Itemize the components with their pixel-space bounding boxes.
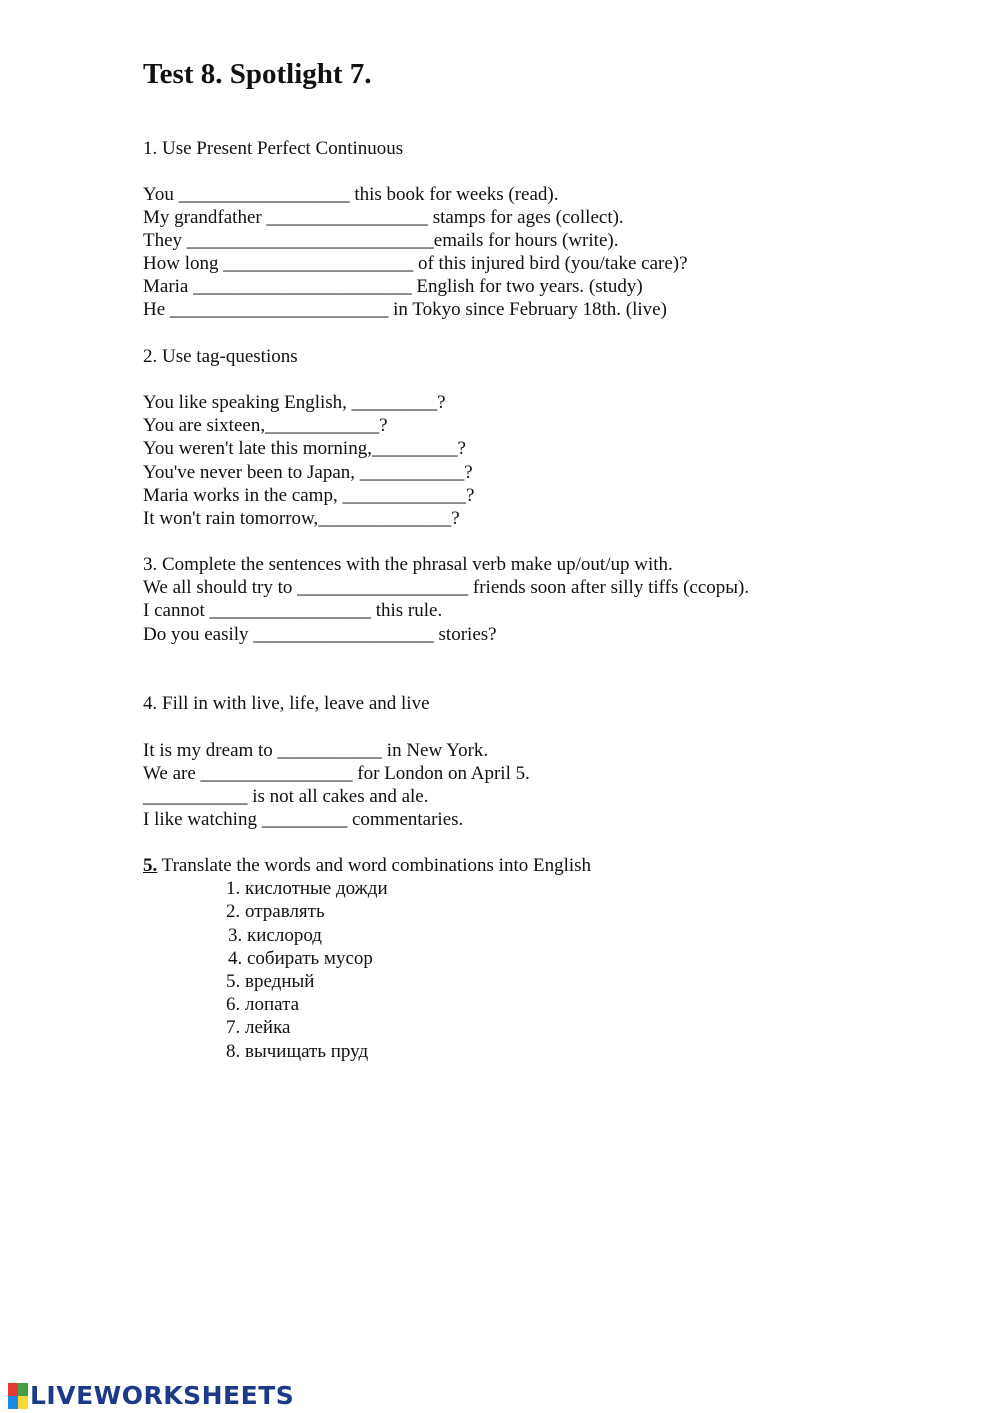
exercise-line: Do you easily ___________________ stories? <box>143 624 497 645</box>
section-5-number: 5. <box>143 855 158 876</box>
translation-item: 3. кислород <box>228 925 322 946</box>
exercise-line: You __________________ this book for weeks (read). <box>143 184 559 205</box>
logo-square-icon <box>18 1383 28 1396</box>
translation-item: 6. лопата <box>226 994 300 1015</box>
exercise-line: We all should try to __________________ friends soon after silly tiffs (ссоры). <box>143 577 750 598</box>
translation-item: 8. вычищать пруд <box>226 1041 369 1062</box>
exercise-line: We are ________________ for London on April 5. <box>143 763 530 784</box>
translation-item: 5. вредный <box>226 971 315 992</box>
exercise-line: You are sixteen,____________? <box>143 415 388 436</box>
exercise-line: I like watching _________ commentaries. <box>143 809 464 830</box>
translation-item: 4. собирать мусор <box>228 948 373 969</box>
exercise-line: It won't rain tomorrow,______________? <box>143 508 460 529</box>
exercise-line: How long ____________________ of this injured bird (you/take care)? <box>143 253 688 274</box>
translation-item: 2. отравлять <box>226 901 325 922</box>
translation-item: 1. кислотные дожди <box>226 878 388 899</box>
exercise-line: You've never been to Japan, ___________? <box>143 462 473 483</box>
exercise-line: You weren't late this morning,_________? <box>143 438 466 459</box>
exercise-line: Maria _______________________ English for two years. (study) <box>143 276 643 297</box>
section-3-heading: 3. Complete the sentences with the phrasal verb make up/out/up with. <box>143 554 673 575</box>
exercise-line: ___________ is not all cakes and ale. <box>143 786 429 807</box>
section-2-heading: 2. Use tag-questions <box>143 346 298 367</box>
exercise-line: He _______________________ in Tokyo since February 18th. (live) <box>143 299 667 320</box>
exercise-line: My grandfather _________________ stamps for ages (collect). <box>143 207 624 228</box>
section-4-heading: 4. Fill in with live, life, leave and live <box>143 693 430 714</box>
section-1-heading: 1. Use Present Perfect Continuous <box>143 138 404 159</box>
exercise-line: You like speaking English, _________? <box>143 392 446 413</box>
logo-mark-icon <box>8 1383 28 1409</box>
exercise-line: I cannot _________________ this rule. <box>143 600 443 621</box>
logo-square-icon <box>18 1396 28 1409</box>
logo-square-icon <box>8 1396 18 1409</box>
liveworksheets-logo[interactable] <box>8 1381 294 1411</box>
exercise-line: They __________________________emails for hours (write). <box>143 230 619 251</box>
section-5-heading <box>143 854 591 877</box>
translation-item: 7. лейка <box>226 1017 291 1038</box>
exercise-line: It is my dream to ___________ in New York. <box>143 740 489 761</box>
page-title: Test 8. Spotlight 7. <box>143 58 372 90</box>
logo-text: LIVEWORKSHEETS <box>30 1381 295 1410</box>
exercise-line: Maria works in the camp, _____________? <box>143 485 475 506</box>
section-5-heading-text: Translate the words and word combinations into English <box>157 855 592 876</box>
logo-square-icon <box>8 1383 18 1396</box>
